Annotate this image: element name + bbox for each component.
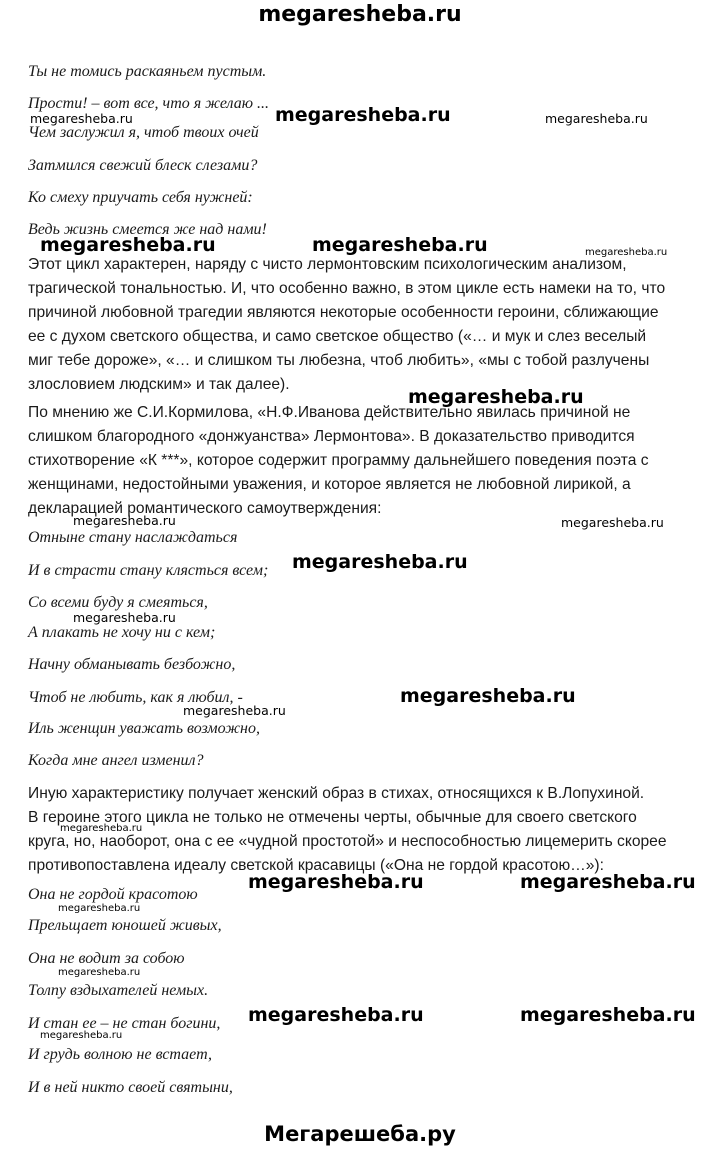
verse-line: Со всеми буду я смеяться, <box>28 594 208 611</box>
verse-line: Она не гордой красотою <box>28 886 198 903</box>
watermark: megaresheba.ru <box>58 903 141 914</box>
watermark: megaresheba.ru <box>248 1004 424 1026</box>
watermark: megaresheba.ru <box>561 515 664 530</box>
watermark: megaresheba.ru <box>40 1030 123 1041</box>
watermark: megaresheba.ru <box>60 823 143 834</box>
verse-line: Прельщает юношей живых, <box>28 917 222 934</box>
watermark: megaresheba.ru <box>520 1004 696 1026</box>
paragraph-line: стихотворение «К ***», которое содержит программу дальнейшего поведения поэта с <box>28 452 649 469</box>
watermark: megaresheba.ru <box>58 967 141 978</box>
verse-line: Чем заслужил я, чтоб твоих очей <box>28 124 259 141</box>
paragraph-line: женщинами, недостойными уважения, и которое является не любовной лирикой, а <box>28 476 631 493</box>
watermark: megaresheba.ru <box>400 685 576 707</box>
verse-line: Она не водит за собою <box>28 950 185 967</box>
verse-line: Прости! – вот все, что я желаю ... <box>28 95 270 112</box>
paragraph-line: Иную характеристику получает женский образ в стихах, относящихся к В.Лопухиной. <box>28 785 645 802</box>
verse-line: Толпу вздыхателей немых. <box>28 982 209 999</box>
paragraph-line: трагической тональностью. И, что особенно важно, в этом цикле есть намеки на то, что <box>28 280 666 297</box>
page-header-site-name: megaresheba.ru <box>258 2 462 27</box>
verse-line: Ко смеху приучать себя нужней: <box>28 189 253 206</box>
paragraph-line: В героине этого цикла не только не отмечены черты, обычные для своего светского <box>28 809 637 826</box>
verse-line: Иль женщин уважать возможно, <box>28 720 260 737</box>
verse-line: Ты не томись раскаяньем пустым. <box>28 63 267 80</box>
paragraph-line: противопоставлена идеалу светской красавицы («Она не гордой красотою…»): <box>28 857 604 874</box>
paragraph-line: Этот цикл характерен, наряду с чисто лермонтовским психологическим анализом, <box>28 256 627 273</box>
watermark: megaresheba.ru <box>73 513 176 528</box>
paragraph-line: миг тебе дороже», «… и слишком ты любезна, чтоб любить», «мы с тобой разлучены <box>28 352 650 369</box>
verse-line: И стан ее – не стан богини, <box>28 1015 221 1032</box>
page-footer-site-name: Мегарешеба.ру <box>264 1122 456 1146</box>
verse-line: Когда мне ангел изменил? <box>28 752 204 769</box>
paragraph-line: злословием людским» и так далее). <box>28 376 290 393</box>
watermark: megaresheba.ru <box>292 551 468 573</box>
watermark: megaresheba.ru <box>248 871 424 893</box>
paragraph-line: слишком благородного «донжуанства» Лермонтова». В доказательство приводится <box>28 428 635 445</box>
watermark: megaresheba.ru <box>275 104 451 126</box>
verse-line: Чтоб не любить, как я любил, - <box>28 689 243 706</box>
watermark: megaresheba.ru <box>585 247 668 258</box>
watermark: megaresheba.ru <box>73 610 176 625</box>
verse-line: И в страсти стану клясться всем; <box>28 562 269 579</box>
verse-line: И в ней никто своей святыни, <box>28 1079 233 1096</box>
verse-line: Начну обманывать безбожно, <box>28 656 236 673</box>
verse-line: Ведь жизнь смеется же над нами! <box>28 221 267 238</box>
paragraph-line: По мнению же С.И.Кормилова, «Н.Ф.Иванова действительно явилась причиной не <box>28 404 631 421</box>
watermark: megaresheba.ru <box>30 111 133 126</box>
watermark: megaresheba.ru <box>520 871 696 893</box>
paragraph-line: ее с духом светского общества, и само светское общество («… и мук и слез веселый <box>28 328 647 345</box>
verse-line: Затмился свежий блеск слезами? <box>28 157 258 174</box>
paragraph-line: круга, но, наоборот, она с ее «чудной простотой» и неспособностью лицемерить скорее <box>28 833 667 850</box>
watermark: megaresheba.ru <box>40 234 216 256</box>
verse-line: И грудь волною не встает, <box>28 1046 213 1063</box>
verse-line: Отныне стану наслаждаться <box>28 529 238 546</box>
watermark: megaresheba.ru <box>183 703 286 718</box>
watermark: megaresheba.ru <box>312 234 488 256</box>
verse-line: А плакать не хочу ни с кем; <box>28 624 216 641</box>
paragraph-line: декларацией романтического самоутверждения: <box>28 500 382 517</box>
watermark: megaresheba.ru <box>408 386 584 408</box>
paragraph-line: причиной любовной трагедии являются некоторые особенности героини, сближающие <box>28 304 659 321</box>
watermark: megaresheba.ru <box>545 111 648 126</box>
